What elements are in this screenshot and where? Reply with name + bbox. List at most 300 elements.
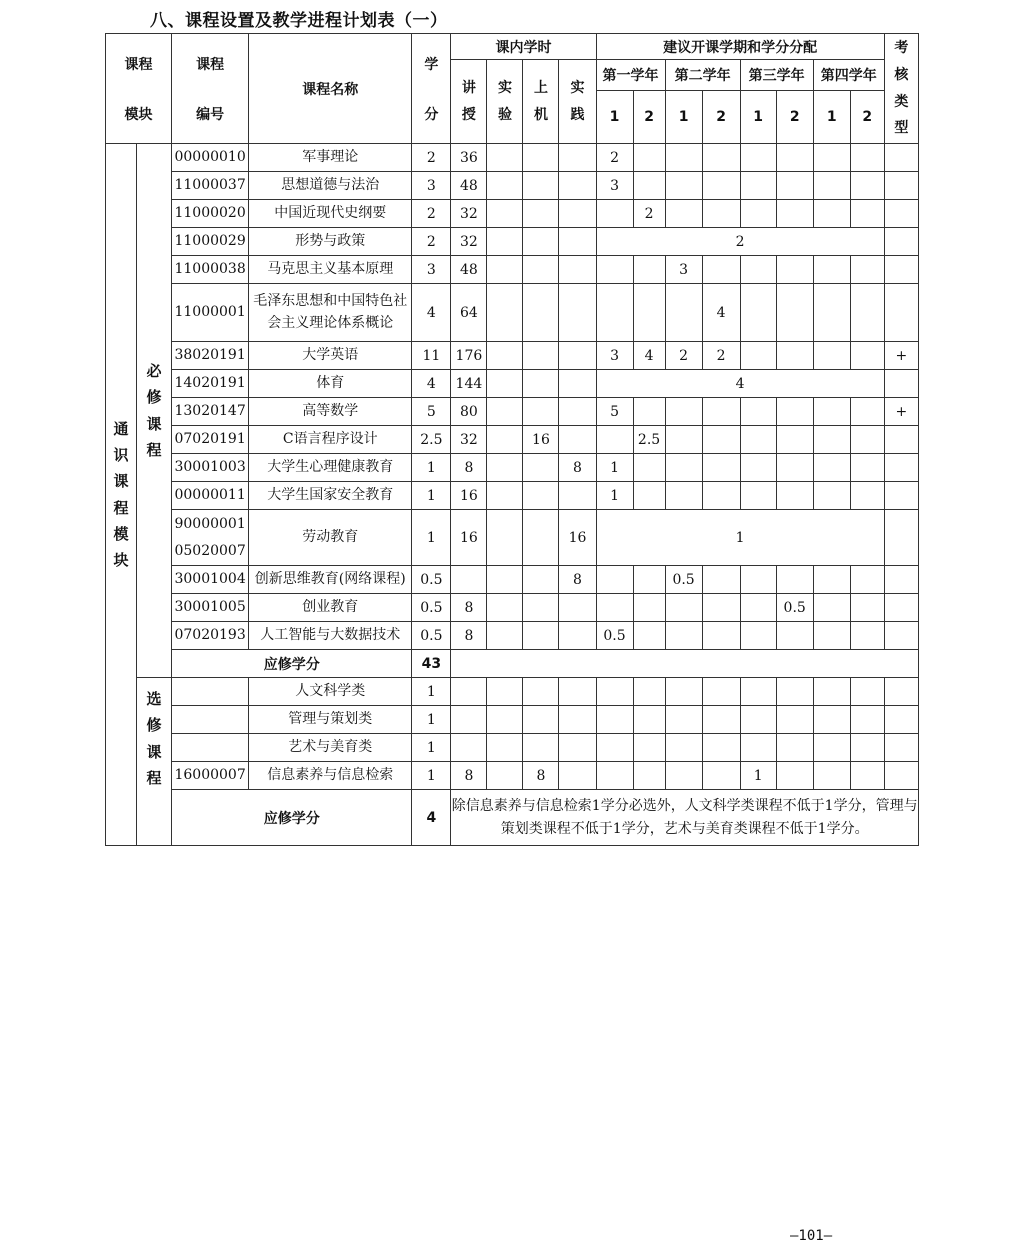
table-row: [106, 734, 919, 762]
experiment-hours: [487, 762, 523, 790]
computer-hours: [523, 482, 559, 510]
lecture-hours: 48: [451, 256, 487, 284]
term-credit: [633, 706, 665, 734]
header-term: 2: [633, 91, 665, 144]
term-credit: [596, 734, 633, 762]
term-credit: [633, 256, 665, 284]
lecture-hours: 8: [451, 622, 487, 650]
term-credit: [596, 706, 633, 734]
term-credit: [850, 594, 884, 622]
computer-hours: [523, 228, 559, 256]
term-credit: [740, 426, 776, 454]
course-credit: 0.5: [412, 594, 451, 622]
experiment-hours: [487, 510, 523, 566]
course-code: 16000007: [172, 762, 249, 790]
term-credit: [850, 734, 884, 762]
term-credit: [633, 398, 665, 426]
header-credit: 学 分: [412, 34, 451, 144]
lecture-hours: [451, 566, 487, 594]
term-credit: [850, 144, 884, 172]
table-row: [106, 256, 919, 284]
table-row: [106, 144, 919, 172]
term-credit: [665, 734, 702, 762]
term-credit: 0.5: [776, 594, 813, 622]
computer-hours: [523, 454, 559, 482]
course-credit: 1: [412, 762, 451, 790]
course-code: 30001004: [172, 566, 249, 594]
computer-hours: [523, 256, 559, 284]
course-code: 11000038: [172, 256, 249, 284]
exam-type: [884, 172, 918, 200]
experiment-hours: [487, 228, 523, 256]
practice-hours: [559, 734, 596, 762]
table-row: [106, 622, 919, 650]
term-credit: 2: [665, 342, 702, 370]
table-row: [106, 482, 919, 510]
practice-hours: [559, 172, 596, 200]
exam-type: [884, 594, 918, 622]
computer-hours: [523, 172, 559, 200]
experiment-hours: [487, 426, 523, 454]
term-credit: [665, 426, 702, 454]
term-credit: [633, 172, 665, 200]
term-credit: [740, 482, 776, 510]
term-credit: [702, 144, 740, 172]
exam-type: [884, 200, 918, 228]
term-credit: [850, 622, 884, 650]
term-credit: [702, 734, 740, 762]
experiment-hours: [487, 144, 523, 172]
course-code: 11000029: [172, 228, 249, 256]
table-row: [106, 228, 919, 256]
header-name: 课程名称: [249, 34, 412, 144]
term-credit: 2: [702, 342, 740, 370]
term-credit: [740, 622, 776, 650]
header-term: 2: [776, 91, 813, 144]
term-credit: [665, 622, 702, 650]
term-credit: 5: [596, 398, 633, 426]
term-credit: [740, 256, 776, 284]
term-credit: 3: [665, 256, 702, 284]
experiment-hours: [487, 370, 523, 398]
term-credit: [665, 398, 702, 426]
page-title: 八、课程设置及教学进程计划表（一）: [150, 11, 448, 31]
term-credit: 3: [596, 342, 633, 370]
course-credit: 0.5: [412, 566, 451, 594]
term-credit: [850, 256, 884, 284]
term-credit: [702, 426, 740, 454]
practice-hours: [559, 762, 596, 790]
practice-hours: [559, 482, 596, 510]
term-credit: [596, 678, 633, 706]
term-credit: [776, 762, 813, 790]
term-credit: [702, 622, 740, 650]
experiment-hours: [487, 706, 523, 734]
empty-cell: [451, 650, 919, 678]
term-credit: [596, 284, 633, 342]
required-total-row: [106, 650, 919, 678]
practice-hours: [559, 228, 596, 256]
term-credit: [813, 284, 850, 342]
term-credit: [813, 342, 850, 370]
term-credit: [665, 482, 702, 510]
term-credit: [665, 454, 702, 482]
term-credit: [776, 172, 813, 200]
practice-hours: 8: [559, 566, 596, 594]
lecture-hours: 32: [451, 228, 487, 256]
term-credit: [665, 762, 702, 790]
course-credit: 1: [412, 678, 451, 706]
course-credit: 4: [412, 370, 451, 398]
course-name: 毛泽东思想和中国特色社会主义理论体系概论: [249, 284, 412, 342]
exam-type: [884, 144, 918, 172]
term-credit: 2: [633, 200, 665, 228]
computer-hours: [523, 370, 559, 398]
course-name: 体育: [249, 370, 412, 398]
term-credit: [776, 426, 813, 454]
course-name: 大学生国家安全教育: [249, 482, 412, 510]
course-credit: 1: [412, 482, 451, 510]
term-credit: [850, 200, 884, 228]
exam-type: [884, 284, 918, 342]
experiment-hours: [487, 398, 523, 426]
computer-hours: [523, 200, 559, 228]
experiment-hours: [487, 200, 523, 228]
exam-type: [884, 510, 918, 566]
practice-hours: [559, 200, 596, 228]
course-name: 形势与政策: [249, 228, 412, 256]
term-credit: [633, 734, 665, 762]
term-credit: [665, 200, 702, 228]
course-credit: 2: [412, 200, 451, 228]
lecture-hours: 8: [451, 454, 487, 482]
elective-note: 除信息素养与信息检索1学分必选外，人文科学类课程不低于1学分，管理与策划类课程不低于1学分，艺术与美育类课程不低于1学分。: [451, 790, 919, 846]
term-credit: [813, 706, 850, 734]
lecture-hours: [451, 706, 487, 734]
computer-hours: 16: [523, 426, 559, 454]
course-code: 30001003: [172, 454, 249, 482]
term-credit: [776, 482, 813, 510]
header-practice: 实 践: [559, 60, 596, 144]
computer-hours: 8: [523, 762, 559, 790]
term-credit: [813, 566, 850, 594]
course-credit: 0.5: [412, 622, 451, 650]
term-credit: [850, 342, 884, 370]
computer-hours: [523, 284, 559, 342]
term-credit: [850, 398, 884, 426]
term-credit: [740, 594, 776, 622]
term-credit: [665, 678, 702, 706]
term-credit: [813, 762, 850, 790]
header-year-4: 第四学年: [813, 60, 884, 91]
header-experiment: 实 验: [487, 60, 523, 144]
course-code: 11000020: [172, 200, 249, 228]
course-name: 信息素养与信息检索: [249, 762, 412, 790]
term-credit: [813, 172, 850, 200]
practice-hours: [559, 256, 596, 284]
term-credit: [813, 256, 850, 284]
practice-hours: [559, 706, 596, 734]
elective-total-label: 应修学分: [172, 790, 412, 846]
table-row: [106, 678, 919, 706]
header-code: 课程 编号: [172, 34, 249, 144]
term-credit: [633, 678, 665, 706]
lecture-hours: 144: [451, 370, 487, 398]
term-credit: 4: [633, 342, 665, 370]
term-credit: [850, 454, 884, 482]
term-credit: [740, 566, 776, 594]
term-credit: [813, 734, 850, 762]
header-semesters: 建议开课学期和学分分配: [596, 34, 884, 60]
lecture-hours: [451, 678, 487, 706]
term-credit: [702, 172, 740, 200]
term-credit: [813, 426, 850, 454]
exam-type: [884, 370, 918, 398]
lecture-hours: [451, 734, 487, 762]
exam-type: [884, 678, 918, 706]
course-credit: 1: [412, 734, 451, 762]
term-credit: 1: [596, 454, 633, 482]
course-credit: 3: [412, 172, 451, 200]
experiment-hours: [487, 342, 523, 370]
course-code: 11000001: [172, 284, 249, 342]
course-name: 艺术与美育类: [249, 734, 412, 762]
exam-type: [884, 566, 918, 594]
course-credit: 2.5: [412, 426, 451, 454]
term-credit: [702, 200, 740, 228]
table-row: [106, 370, 919, 398]
term-credit: [813, 482, 850, 510]
term-credit: [813, 398, 850, 426]
course-credit: 5: [412, 398, 451, 426]
experiment-hours: [487, 734, 523, 762]
practice-hours: 8: [559, 454, 596, 482]
header-computer: 上 机: [523, 60, 559, 144]
course-code: 00000011: [172, 482, 249, 510]
header-lecture: 讲 授: [451, 60, 487, 144]
elective-total-row: [106, 790, 919, 846]
exam-type: [884, 228, 918, 256]
table-row: [106, 172, 919, 200]
elective-total-value: 4: [412, 790, 451, 846]
term-credit: 1: [740, 762, 776, 790]
course-code: 11000037: [172, 172, 249, 200]
computer-hours: [523, 398, 559, 426]
term-credit: [813, 622, 850, 650]
exam-type: [884, 454, 918, 482]
computer-hours: [523, 566, 559, 594]
header-term: 1: [665, 91, 702, 144]
term-credit: [850, 284, 884, 342]
exam-type: [884, 706, 918, 734]
term-credit: [665, 172, 702, 200]
lecture-hours: 8: [451, 762, 487, 790]
term-credit: [702, 706, 740, 734]
experiment-hours: [487, 256, 523, 284]
term-credit: [740, 172, 776, 200]
term-credit: [633, 622, 665, 650]
computer-hours: [523, 510, 559, 566]
term-credit: [633, 594, 665, 622]
term-credit: [702, 594, 740, 622]
computer-hours: [523, 734, 559, 762]
term-credit: [850, 762, 884, 790]
term-credit: [776, 734, 813, 762]
computer-hours: [523, 678, 559, 706]
experiment-hours: [487, 482, 523, 510]
table-row: [106, 426, 919, 454]
term-credit: [850, 482, 884, 510]
term-credit: [813, 454, 850, 482]
term-credit: [633, 144, 665, 172]
experiment-hours: [487, 566, 523, 594]
term-credit: [776, 256, 813, 284]
header-year-1: 第一学年: [596, 60, 665, 91]
lecture-hours: 36: [451, 144, 487, 172]
table-row: [106, 398, 919, 426]
term-credit: [665, 594, 702, 622]
term-credit: [633, 284, 665, 342]
term-credit: [633, 482, 665, 510]
table-row: [106, 454, 919, 482]
course-code: 13020147: [172, 398, 249, 426]
course-code: [172, 734, 249, 762]
term-credit: [740, 398, 776, 426]
term-credit: [633, 762, 665, 790]
required-total-value: 43: [412, 650, 451, 678]
term-credit: [813, 144, 850, 172]
table-row: [106, 566, 919, 594]
semester-span-credit: 4: [596, 370, 884, 398]
course-credit: 4: [412, 284, 451, 342]
semester-span-credit: 1: [596, 510, 884, 566]
term-credit: 2: [596, 144, 633, 172]
table-row: [106, 284, 919, 342]
curriculum-table: [105, 33, 919, 846]
experiment-hours: [487, 678, 523, 706]
course-name: 高等数学: [249, 398, 412, 426]
practice-hours: [559, 594, 596, 622]
course-code: 14020191: [172, 370, 249, 398]
term-credit: [850, 678, 884, 706]
term-credit: 0.5: [665, 566, 702, 594]
course-name: 创新思维教育(网络课程): [249, 566, 412, 594]
course-name: C语言程序设计: [249, 426, 412, 454]
course-name: 创业教育: [249, 594, 412, 622]
term-credit: [850, 172, 884, 200]
lecture-hours: 16: [451, 510, 487, 566]
header-term: 1: [813, 91, 850, 144]
course-credit: 2: [412, 144, 451, 172]
term-credit: [633, 566, 665, 594]
term-credit: [776, 284, 813, 342]
term-credit: [776, 566, 813, 594]
header-hours: 课内学时: [451, 34, 596, 60]
table-row: [106, 200, 919, 228]
term-credit: 3: [596, 172, 633, 200]
course-code: [172, 706, 249, 734]
term-credit: [740, 454, 776, 482]
lecture-hours: 64: [451, 284, 487, 342]
header-term: 2: [850, 91, 884, 144]
term-credit: [740, 734, 776, 762]
term-credit: 1: [596, 482, 633, 510]
semester-span-credit: 2: [596, 228, 884, 256]
lecture-hours: 48: [451, 172, 487, 200]
required-group-label: 必 修 课 程: [137, 144, 172, 678]
header-module: 课程 模块: [106, 34, 172, 144]
course-credit: 11: [412, 342, 451, 370]
experiment-hours: [487, 594, 523, 622]
computer-hours: [523, 622, 559, 650]
lecture-hours: 32: [451, 200, 487, 228]
term-credit: [740, 200, 776, 228]
course-name: 马克思主义基本原理: [249, 256, 412, 284]
term-credit: [702, 454, 740, 482]
term-credit: [776, 622, 813, 650]
exam-type: +: [884, 398, 918, 426]
term-credit: [776, 398, 813, 426]
computer-hours: [523, 144, 559, 172]
computer-hours: [523, 594, 559, 622]
term-credit: [740, 342, 776, 370]
table-row: [106, 594, 919, 622]
term-credit: [776, 200, 813, 228]
course-name: 军事理论: [249, 144, 412, 172]
practice-hours: [559, 144, 596, 172]
experiment-hours: [487, 172, 523, 200]
course-name: 大学英语: [249, 342, 412, 370]
course-name: 大学生心理健康教育: [249, 454, 412, 482]
course-credit: 1: [412, 454, 451, 482]
term-credit: [740, 678, 776, 706]
practice-hours: 16: [559, 510, 596, 566]
course-code: 07020193: [172, 622, 249, 650]
lecture-hours: 176: [451, 342, 487, 370]
term-credit: [702, 762, 740, 790]
practice-hours: [559, 678, 596, 706]
experiment-hours: [487, 622, 523, 650]
exam-type: [884, 734, 918, 762]
exam-type: [884, 762, 918, 790]
term-credit: 2.5: [633, 426, 665, 454]
exam-type: [884, 482, 918, 510]
header-exam-type: 考 核 类 型: [884, 34, 918, 144]
course-code: 90000001 05020007: [172, 510, 249, 566]
term-credit: [665, 144, 702, 172]
term-credit: 4: [702, 284, 740, 342]
exam-type: [884, 622, 918, 650]
header-term: 1: [740, 91, 776, 144]
practice-hours: [559, 622, 596, 650]
term-credit: [776, 678, 813, 706]
header-year-3: 第三学年: [740, 60, 813, 91]
term-credit: [702, 678, 740, 706]
course-code: 07020191: [172, 426, 249, 454]
practice-hours: [559, 342, 596, 370]
course-name: 人工智能与大数据技术: [249, 622, 412, 650]
course-name: 劳动教育: [249, 510, 412, 566]
required-total-label: 应修学分: [172, 650, 412, 678]
term-credit: [776, 706, 813, 734]
term-credit: [596, 594, 633, 622]
experiment-hours: [487, 284, 523, 342]
course-credit: 2: [412, 228, 451, 256]
course-credit: 1: [412, 510, 451, 566]
course-name: 思想道德与法治: [249, 172, 412, 200]
term-credit: [596, 566, 633, 594]
course-code: 30001005: [172, 594, 249, 622]
